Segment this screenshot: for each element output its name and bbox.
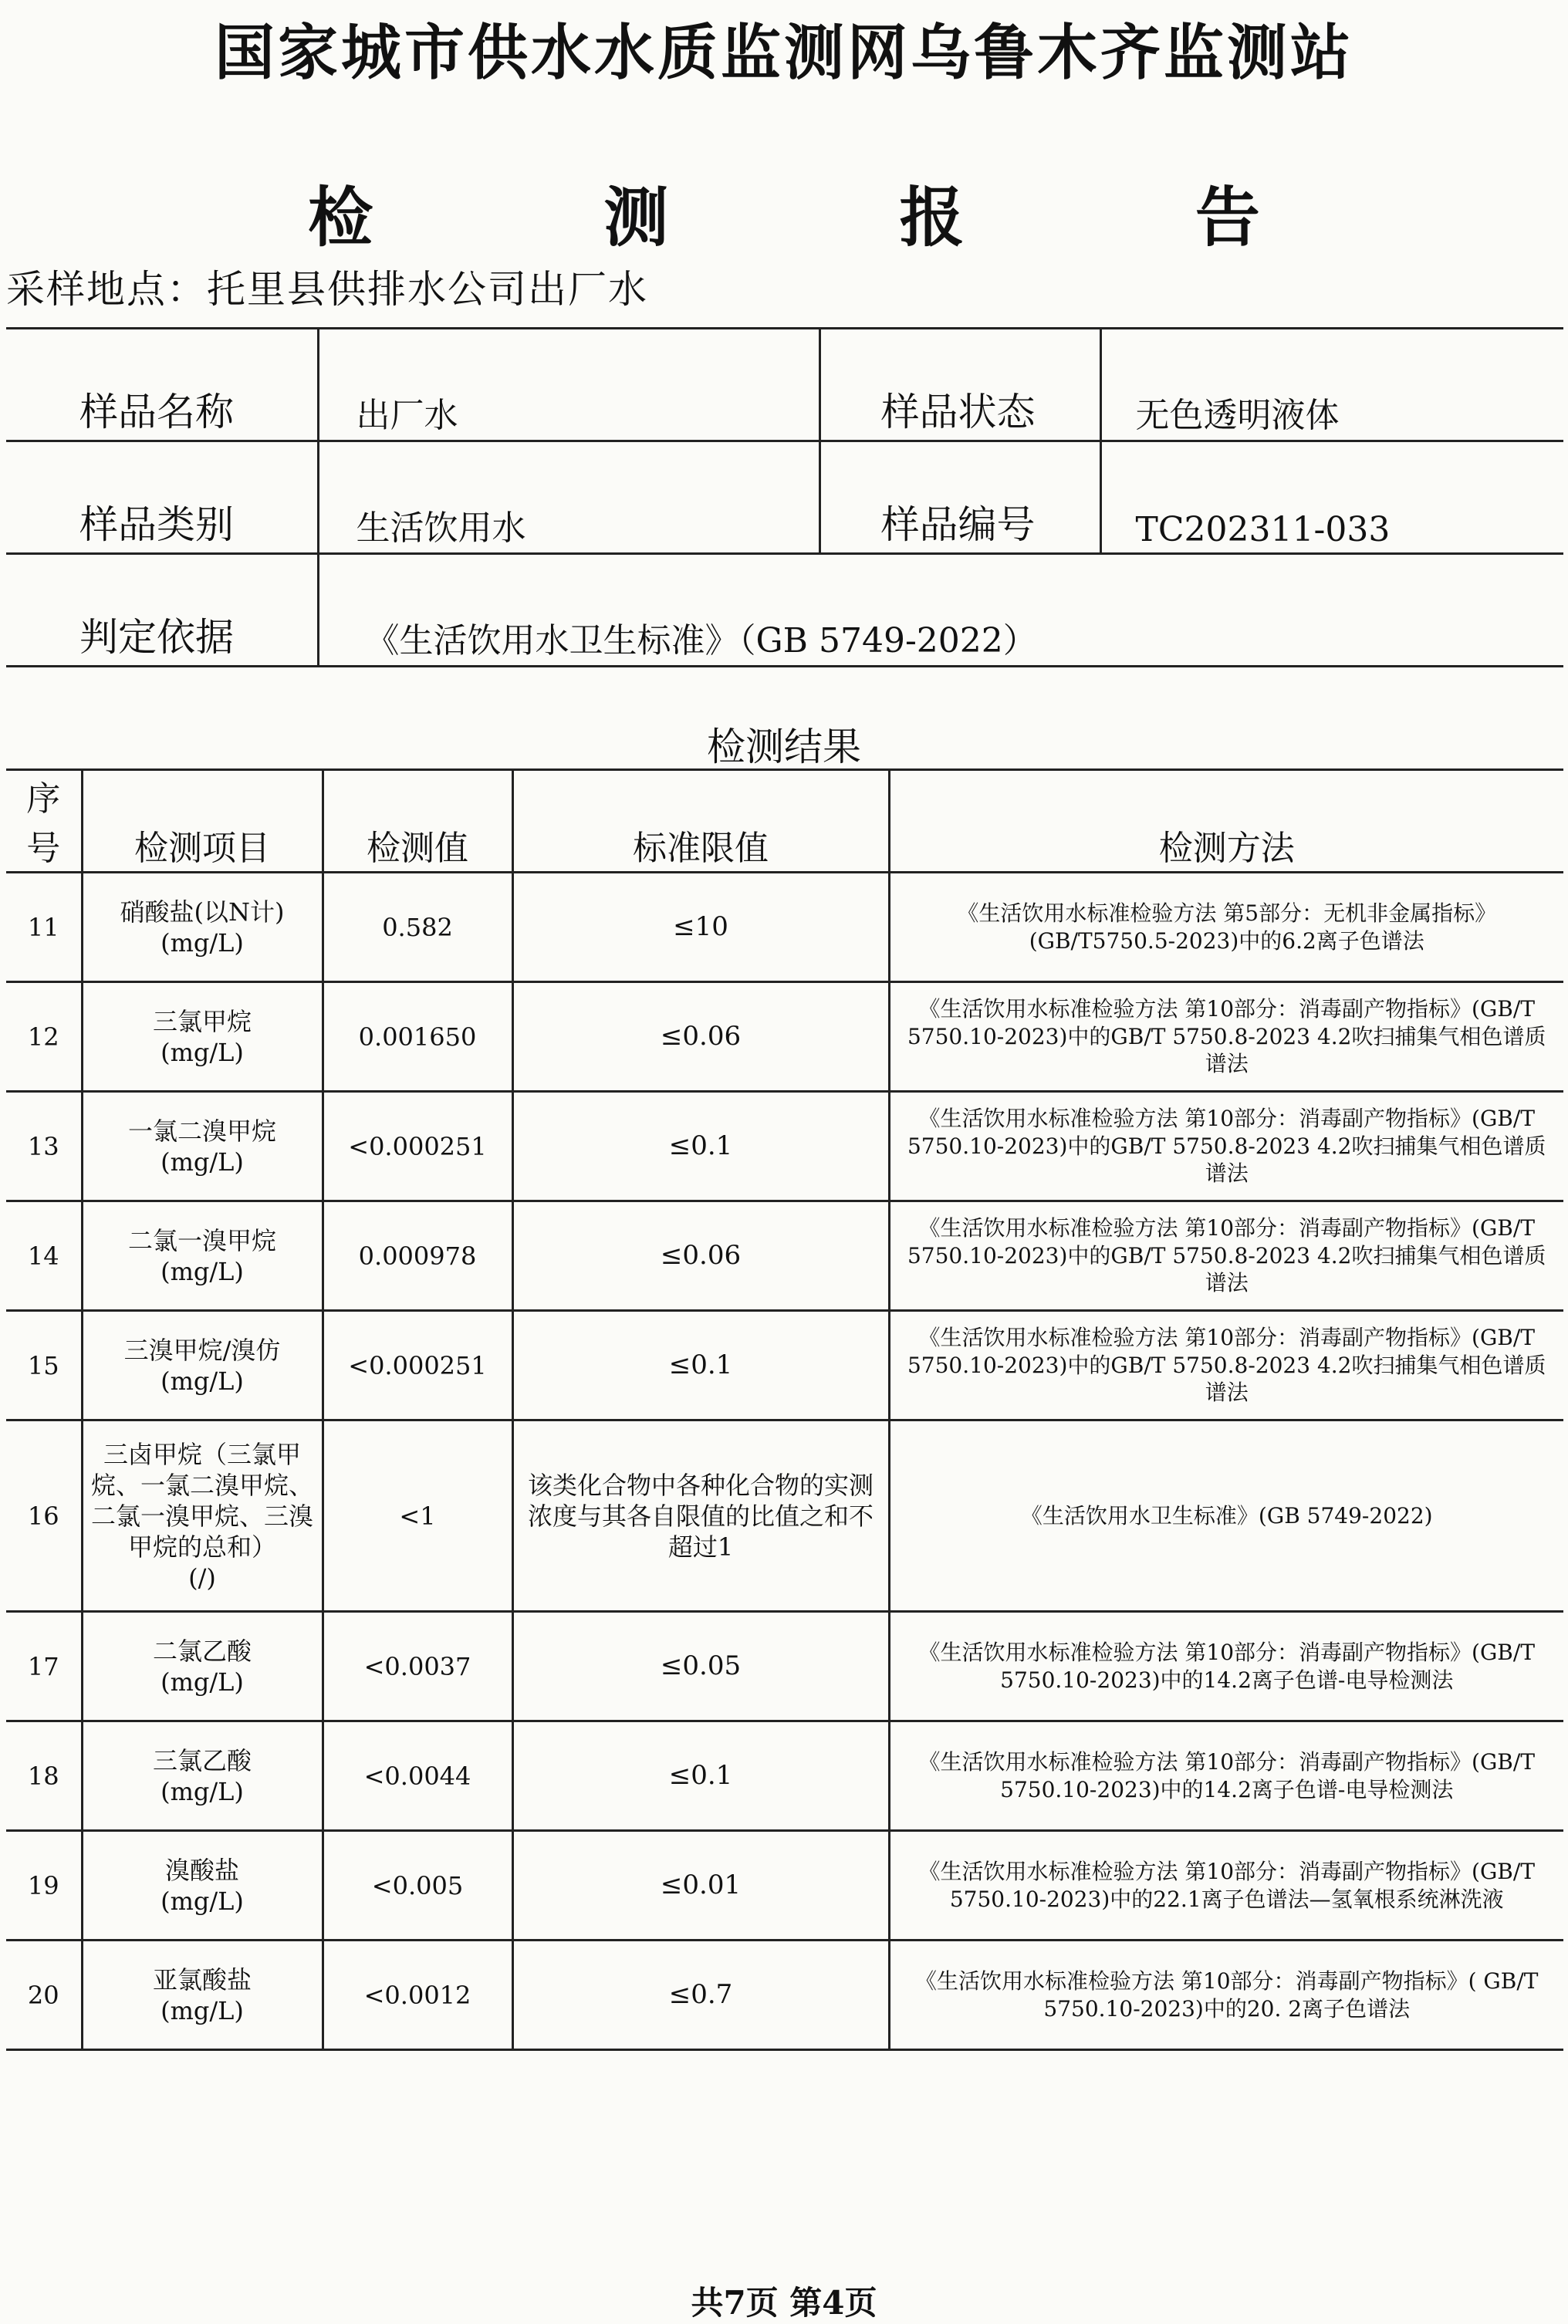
row-value: <0.000251 — [323, 1092, 512, 1201]
results-header-row — [6, 770, 1563, 873]
row-method: 《生活饮用水标准检验方法 第10部分：消毒副产物指标》(GB/T 5750.10-2023)中的GB/T 5750.8-2023 4.2吹扫捕集气相色谱质谱法 — [889, 1311, 1563, 1420]
row-limit: ≤0.1 — [512, 1092, 889, 1201]
table-row — [6, 1092, 1563, 1201]
sampling-location-label: 采样地点： — [6, 267, 207, 312]
row-number: 15 — [6, 1311, 82, 1420]
item-unit: (/) — [188, 1562, 216, 1593]
row-method: 《生活饮用水卫生标准》(GB 5749-2022) — [889, 1420, 1563, 1612]
row-number: 18 — [6, 1721, 82, 1831]
column-header-value: 检测值 — [323, 770, 512, 873]
table-row — [6, 1420, 1563, 1612]
table-row — [6, 873, 1563, 982]
item-name: 亚氯酸盐 — [152, 1964, 252, 1995]
row-limit: ≤0.06 — [512, 982, 889, 1092]
item-unit: (mg/L) — [161, 927, 244, 958]
table-row — [6, 1831, 1563, 1941]
row-value: 0.000978 — [323, 1201, 512, 1311]
table-row — [6, 1941, 1563, 2050]
row-value: 0.001650 — [323, 982, 512, 1092]
row-value: <0.000251 — [323, 1311, 512, 1420]
item-unit: (mg/L) — [161, 1667, 244, 1697]
table-row — [6, 1721, 1563, 1831]
sampling-location — [6, 258, 648, 314]
row-method: 《生活饮用水标准检验方法 第10部分：消毒副产物指标》(GB/T 5750.10-2023)中的14.2离子色谱-电导检测法 — [889, 1721, 1563, 1831]
table-row — [6, 1201, 1563, 1311]
row-item — [82, 1831, 323, 1941]
row-number: 19 — [6, 1831, 82, 1941]
row-limit: ≤0.01 — [512, 1831, 889, 1941]
item-name: 硝酸盐(以N计) — [120, 897, 285, 927]
row-number: 13 — [6, 1092, 82, 1201]
row-value: <0.0012 — [323, 1941, 512, 2050]
item-unit: (mg/L) — [161, 1366, 244, 1396]
row-number: 16 — [6, 1420, 82, 1612]
item-name: 三溴甲烷/溴仿 — [123, 1335, 281, 1365]
row-item — [82, 873, 323, 982]
row-limit: ≤0.06 — [512, 1201, 889, 1311]
row-item — [82, 1311, 323, 1420]
row-value: <0.0044 — [323, 1721, 512, 1831]
row-item — [82, 982, 323, 1092]
row-method: 《生活饮用水标准检验方法 第10部分：消毒副产物指标》(GB/T 5750.10-2023)中的GB/T 5750.8-2023 4.2吹扫捕集气相色谱质谱法 — [889, 982, 1563, 1092]
sample-state-label: 样品状态 — [819, 329, 1100, 441]
row-item — [82, 1721, 323, 1831]
sample-category-value: 生活饮用水 — [318, 441, 819, 554]
item-unit: (mg/L) — [161, 1776, 244, 1806]
criterion-value: 《生活饮用水卫生标准》（GB 5749-2022） — [318, 554, 1563, 667]
column-header-method: 检测方法 — [889, 770, 1563, 873]
row-number: 17 — [6, 1612, 82, 1721]
sample-category-label: 样品类别 — [6, 441, 318, 554]
row-item — [82, 1941, 323, 2050]
sample-name-label: 样品名称 — [6, 329, 318, 441]
row-method: 《生活饮用水标准检验方法 第10部分：消毒副产物指标》( GB/T 5750.10-2023)中的20. 2离子色谱法 — [889, 1941, 1563, 2050]
sample-number-value: TC202311-033 — [1100, 441, 1563, 554]
organization-title: 国家城市供水水质监测网乌鲁木齐监测站 — [214, 19, 1353, 88]
row-item — [82, 1092, 323, 1201]
row-number: 11 — [6, 873, 82, 982]
item-name: 二氯乙酸 — [152, 1636, 252, 1666]
row-limit: ≤0.1 — [512, 1721, 889, 1831]
criterion-label: 判定依据 — [6, 554, 318, 667]
row-item — [82, 1612, 323, 1721]
sample-info-table — [6, 327, 1563, 667]
table-row — [6, 982, 1563, 1092]
sampling-location-value: 托里县供排水公司出厂水 — [207, 267, 648, 312]
column-header-number: 序号 — [6, 770, 82, 873]
item-name: 三氯甲烷 — [152, 1006, 252, 1036]
row-method: 《生活饮用水标准检验方法 第10部分：消毒副产物指标》(GB/T 5750.10-2023)中的GB/T 5750.8-2023 4.2吹扫捕集气相色谱质谱法 — [889, 1201, 1563, 1311]
row-limit: ≤10 — [512, 873, 889, 982]
item-unit: (mg/L) — [161, 1886, 244, 1916]
row-item — [82, 1420, 323, 1612]
row-number: 20 — [6, 1941, 82, 2050]
item-name: 二氯一溴甲烷 — [127, 1225, 276, 1255]
results-heading: 检测结果 — [707, 725, 861, 769]
row-value: <0.0037 — [323, 1612, 512, 1721]
sample-number-label: 样品编号 — [819, 441, 1100, 554]
sample-state-value: 无色透明液体 — [1100, 329, 1563, 441]
row-limit: ≤0.05 — [512, 1612, 889, 1721]
row-limit: ≤0.7 — [512, 1941, 889, 2050]
item-name: 三卤甲烷（三氯甲烷、一氯二溴甲烷、二氯一溴甲烷、三溴甲烷的总和） — [90, 1439, 313, 1562]
item-name: 一氯二溴甲烷 — [127, 1116, 276, 1146]
sample-name-value: 出厂水 — [318, 329, 819, 441]
row-value: <0.005 — [323, 1831, 512, 1941]
row-value: 0.582 — [323, 873, 512, 982]
column-header-limit: 标准限值 — [512, 770, 889, 873]
item-unit: (mg/L) — [161, 1037, 244, 1067]
column-header-item: 检测项目 — [82, 770, 323, 873]
item-name: 三氯乙酸 — [152, 1745, 252, 1775]
item-unit: (mg/L) — [161, 1147, 244, 1177]
table-row — [6, 1311, 1563, 1420]
row-limit: ≤0.1 — [512, 1311, 889, 1420]
report-title: 检 测 报 告 — [308, 180, 1364, 255]
row-method: 《生活饮用水标准检验方法 第10部分：消毒副产物指标》(GB/T 5750.10-2023)中的GB/T 5750.8-2023 4.2吹扫捕集气相色谱质谱法 — [889, 1092, 1563, 1201]
row-value: <1 — [323, 1420, 512, 1612]
item-unit: (mg/L) — [161, 1995, 244, 2025]
row-number: 12 — [6, 982, 82, 1092]
row-method: 《生活饮用水标准检验方法 第10部分：消毒副产物指标》(GB/T 5750.10-2023)中的22.1离子色谱法—氢氧根系统淋洗液 — [889, 1831, 1563, 1941]
row-number: 14 — [6, 1201, 82, 1311]
page-indicator: 共7页 第4页 — [691, 2284, 877, 2322]
row-method: 《生活饮用水标准检验方法 第10部分：消毒副产物指标》(GB/T 5750.10-2023)中的14.2离子色谱-电导检测法 — [889, 1612, 1563, 1721]
table-row — [6, 1612, 1563, 1721]
row-item — [82, 1201, 323, 1311]
row-method: 《生活饮用水标准检验方法 第5部分：无机非金属指标》(GB/T5750.5-2023)中的6.2离子色谱法 — [889, 873, 1563, 982]
results-table — [6, 768, 1563, 2051]
item-name: 溴酸盐 — [164, 1855, 239, 1885]
item-unit: (mg/L) — [161, 1256, 244, 1286]
row-limit: 该类化合物中各种化合物的实测浓度与其各自限值的比值之和不超过1 — [512, 1420, 889, 1612]
